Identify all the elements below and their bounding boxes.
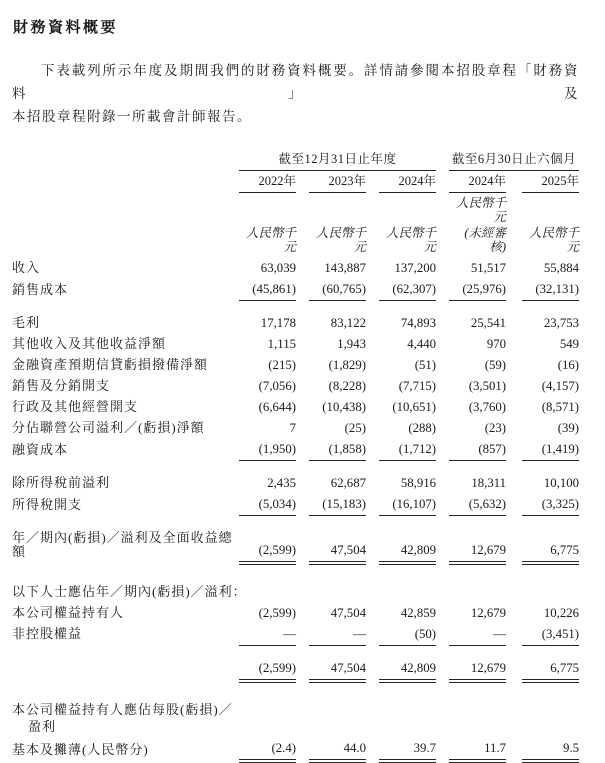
column-spacer: [436, 397, 449, 418]
column-group-interim: 截至6月30日止六個月: [449, 149, 579, 171]
value-cell: (3,760): [468, 400, 507, 414]
value-cell: (857): [449, 439, 506, 461]
value-cell: 12,679: [449, 645, 506, 681]
value-cell: (288): [408, 421, 437, 435]
table-row: [12, 301, 579, 335]
row-label: 行政及其他經營開支: [12, 399, 139, 414]
value-cell: 9.5: [522, 738, 579, 761]
row-label: 融資成本: [12, 441, 69, 457]
value-cell: (3,451): [522, 624, 579, 646]
row-label: 本公司權益持有人: [12, 604, 125, 620]
column-spacer: [436, 516, 449, 563]
value-cell: (25): [344, 421, 366, 435]
unit-label: 人民幣千元: [529, 226, 580, 254]
value-cell: (25,976): [449, 279, 506, 301]
column-spacer: [436, 645, 449, 681]
column-spacer: [506, 603, 522, 624]
row-label: 銷售及分銷開支: [12, 378, 111, 393]
value-cell: (10,438): [322, 400, 366, 414]
value-cell: 74,893: [400, 316, 437, 330]
column-spacer: [506, 439, 522, 461]
column-spacer: [436, 279, 449, 301]
year-header-2022: 2022年: [239, 171, 296, 193]
column-spacer: [296, 397, 309, 418]
column-spacer: [296, 334, 309, 355]
column-spacer: [506, 645, 522, 681]
value-cell: 63,039: [260, 261, 296, 275]
column-spacer: [506, 258, 522, 279]
table-row: [12, 738, 579, 761]
row-label: 除所得稅前溢利: [12, 475, 111, 490]
column-group-annual: 截至12月31日止年度: [239, 149, 436, 171]
intro-line-2: 本招股章程附錄一所載會計師報告。: [12, 109, 252, 124]
value-cell: 42,859: [400, 605, 437, 620]
value-cell: 55,884: [543, 261, 580, 275]
value-cell: 18,311: [471, 476, 507, 490]
value-cell: 17,178: [260, 316, 296, 330]
unit-label: 人民幣千元: [386, 226, 437, 254]
column-spacer: [436, 376, 449, 397]
column-spacer: [436, 624, 449, 646]
row-label: 銷售成本: [12, 281, 69, 297]
value-cell: (39): [557, 421, 580, 435]
row-label: 基本及攤薄(人民幣分): [12, 741, 149, 757]
column-spacer: [506, 738, 522, 761]
value-cell: (8,571): [541, 400, 580, 414]
column-spacer: [506, 397, 522, 418]
year-header-2025-interim: 2025年: [522, 171, 579, 193]
column-spacer: [366, 516, 379, 563]
column-spacer: [436, 461, 449, 495]
empty-corner-cell: [12, 193, 239, 259]
empty-corner-cell: [12, 171, 239, 193]
column-spacer: [436, 418, 449, 439]
table-row: [12, 516, 579, 563]
value-cell: 11.7: [449, 738, 506, 761]
value-cell: (7,056): [258, 379, 296, 393]
value-cell: 1,115: [267, 337, 296, 351]
value-cell: 83,122: [330, 316, 366, 330]
value-cell: 970: [486, 337, 507, 351]
table-row: [12, 681, 579, 738]
column-spacer: [366, 397, 379, 418]
column-spacer: [296, 279, 309, 301]
value-cell: (2.4): [239, 738, 296, 761]
value-cell: (3,501): [468, 379, 507, 393]
column-spacer: [296, 645, 309, 681]
value-cell: (51): [414, 358, 437, 372]
column-spacer: [366, 376, 379, 397]
column-spacer: [436, 149, 449, 171]
value-cell: 47,504: [309, 516, 366, 563]
value-cell: 42,809: [379, 516, 436, 563]
value-cell: 44.0: [309, 738, 366, 761]
value-cell: (32,131): [522, 279, 579, 301]
year-header-2024: 2024年: [379, 171, 436, 193]
year-header-2023: 2023年: [309, 171, 366, 193]
value-cell: (1,419): [522, 439, 579, 461]
value-cell: 12,679: [449, 516, 506, 563]
table-row: [12, 624, 579, 646]
value-cell: —: [449, 624, 506, 646]
table-row: [12, 439, 579, 461]
column-spacer: [296, 193, 309, 259]
value-cell: 6,775: [522, 645, 579, 681]
column-spacer: [436, 301, 449, 335]
page-title: 財務資料概要: [13, 20, 119, 36]
value-cell: 47,504: [330, 605, 366, 620]
column-spacer: [366, 603, 379, 624]
value-cell: 12,679: [470, 605, 507, 620]
value-cell: 25,541: [470, 316, 507, 330]
column-spacer: [436, 603, 449, 624]
column-spacer: [296, 301, 309, 335]
table-row: [12, 258, 579, 279]
value-cell: (45,861): [239, 279, 296, 301]
column-spacer: [366, 461, 379, 495]
column-spacer: [506, 418, 522, 439]
value-cell: 47,504: [309, 645, 366, 681]
column-spacer: [366, 355, 379, 376]
row-label: 非控股權益: [12, 626, 83, 641]
value-cell: (5,034): [239, 494, 296, 516]
table-row: [12, 563, 579, 603]
row-label: 金融資產預期信貸虧損撥備淨額: [12, 357, 209, 372]
financial-table-body: [12, 258, 579, 761]
column-spacer: [366, 439, 379, 461]
column-spacer: [296, 494, 309, 516]
value-cell: 10,100: [543, 476, 580, 490]
column-spacer: [436, 193, 449, 259]
value-cell: (62,307): [379, 279, 436, 301]
column-spacer: [296, 624, 309, 646]
value-cell: (23): [484, 421, 507, 435]
column-spacer: [366, 171, 379, 193]
value-cell: 23,753: [543, 316, 580, 330]
financial-summary-table: [12, 149, 579, 763]
row-label: 收入: [12, 260, 41, 275]
value-cell: (6,644): [258, 400, 296, 414]
unit-label: 人民幣千元: [245, 226, 296, 254]
column-spacer: [296, 418, 309, 439]
intro-paragraph: [12, 59, 579, 128]
group-header-row: [12, 149, 579, 171]
value-cell: 2,435: [267, 476, 296, 490]
row-label: 本公司權益持有人應佔每股(虧損)／ 盈利: [12, 681, 579, 738]
table-row: [12, 603, 579, 624]
column-spacer: [506, 624, 522, 646]
column-spacer: [296, 439, 309, 461]
column-spacer: [366, 279, 379, 301]
column-spacer: [506, 279, 522, 301]
column-spacer: [296, 516, 309, 563]
row-label: 年／期內(虧損)／溢利及全面收益總額: [12, 529, 233, 559]
row-label: 毛利: [12, 315, 41, 330]
column-spacer: [366, 494, 379, 516]
value-cell: (7,715): [398, 379, 437, 393]
row-label-line2: 盈利: [28, 718, 57, 734]
column-spacer: [296, 461, 309, 495]
table-row: [12, 355, 579, 376]
row-label: [12, 645, 239, 681]
value-cell: 1,943: [337, 337, 366, 351]
value-cell: 10,226: [543, 605, 580, 620]
row-label: 以下人士應佔年／期內(虧損)／溢利：: [12, 583, 247, 599]
column-spacer: [506, 461, 522, 495]
value-cell: (1,858): [309, 439, 366, 461]
column-spacer: [296, 376, 309, 397]
value-cell: —: [239, 624, 296, 646]
column-spacer: [436, 258, 449, 279]
value-cell: (1,950): [239, 439, 296, 461]
column-spacer: [436, 738, 449, 761]
value-cell: 62,687: [330, 476, 366, 490]
column-spacer: [296, 738, 309, 761]
value-cell: (16,107): [379, 494, 436, 516]
column-spacer: [366, 193, 379, 259]
value-cell: (3,325): [522, 494, 579, 516]
value-cell: (10,651): [392, 400, 437, 414]
unit-label: 人民幣千元: [315, 226, 366, 254]
value-cell: 42,809: [379, 645, 436, 681]
value-cell: 58,916: [400, 476, 437, 490]
column-spacer: [436, 171, 449, 193]
column-spacer: [506, 301, 522, 335]
value-cell: 143,887: [324, 261, 366, 275]
value-cell: (1,712): [379, 439, 436, 461]
column-spacer: [366, 738, 379, 761]
column-spacer: [506, 516, 522, 563]
unaudited-note: (未經審核): [464, 226, 507, 254]
value-cell: (8,228): [328, 379, 366, 393]
row-label: 所得稅開支: [12, 496, 83, 512]
value-cell: 549: [559, 337, 580, 351]
row-label: 其他收入及其他收益淨額: [12, 336, 167, 351]
column-spacer: [506, 193, 522, 259]
table-row: [12, 397, 579, 418]
table-row: [12, 376, 579, 397]
unit-header-row: [12, 193, 579, 259]
value-cell: (5,632): [449, 494, 506, 516]
value-cell: 7: [289, 421, 296, 435]
column-spacer: [366, 301, 379, 335]
column-spacer: [506, 376, 522, 397]
column-spacer: [436, 355, 449, 376]
column-spacer: [366, 624, 379, 646]
column-spacer: [436, 439, 449, 461]
year-header-row: [12, 171, 579, 193]
unit-label-unaudited: [449, 193, 506, 259]
column-spacer: [296, 171, 309, 193]
value-cell: (60,765): [309, 279, 366, 301]
value-cell: 51,517: [470, 261, 507, 275]
unit-label: 人民幣千元: [456, 196, 507, 224]
column-spacer: [506, 494, 522, 516]
column-spacer: [296, 603, 309, 624]
table-row: [12, 494, 579, 516]
column-spacer: [506, 171, 522, 193]
value-cell: (15,183): [309, 494, 366, 516]
column-spacer: [296, 355, 309, 376]
table-row: [12, 334, 579, 355]
value-cell: 137,200: [394, 261, 437, 275]
value-cell: (4,157): [541, 379, 580, 393]
table-row: [12, 645, 579, 681]
intro-line-1: 下表載列所示年度及期間我們的財務資料概要。詳情請參閱本招股章程「財務資料」及: [12, 63, 579, 101]
table-row: [12, 461, 579, 495]
column-spacer: [366, 418, 379, 439]
value-cell: (2,599): [239, 516, 296, 563]
column-spacer: [296, 258, 309, 279]
empty-corner-cell: [12, 149, 239, 171]
column-spacer: [366, 645, 379, 681]
value-cell: 4,440: [407, 337, 437, 351]
value-cell: (59): [484, 358, 507, 372]
value-cell: (1,829): [328, 358, 366, 372]
table-row: [12, 279, 579, 301]
value-cell: (16): [557, 358, 580, 372]
value-cell: 39.7: [379, 738, 436, 761]
column-spacer: [506, 355, 522, 376]
column-spacer: [436, 494, 449, 516]
value-cell: (2,599): [239, 645, 296, 681]
value-cell: —: [309, 624, 366, 646]
year-header-2024-interim: 2024年: [449, 171, 506, 193]
column-spacer: [366, 334, 379, 355]
value-cell: 6,775: [522, 516, 579, 563]
column-spacer: [506, 334, 522, 355]
column-spacer: [366, 258, 379, 279]
table-row: [12, 418, 579, 439]
value-cell: (50): [379, 624, 436, 646]
value-cell: (2,599): [258, 605, 296, 620]
value-cell: (215): [268, 358, 296, 372]
column-spacer: [436, 334, 449, 355]
row-label: 分佔聯營公司溢利／(虧損)淨額: [12, 420, 205, 435]
